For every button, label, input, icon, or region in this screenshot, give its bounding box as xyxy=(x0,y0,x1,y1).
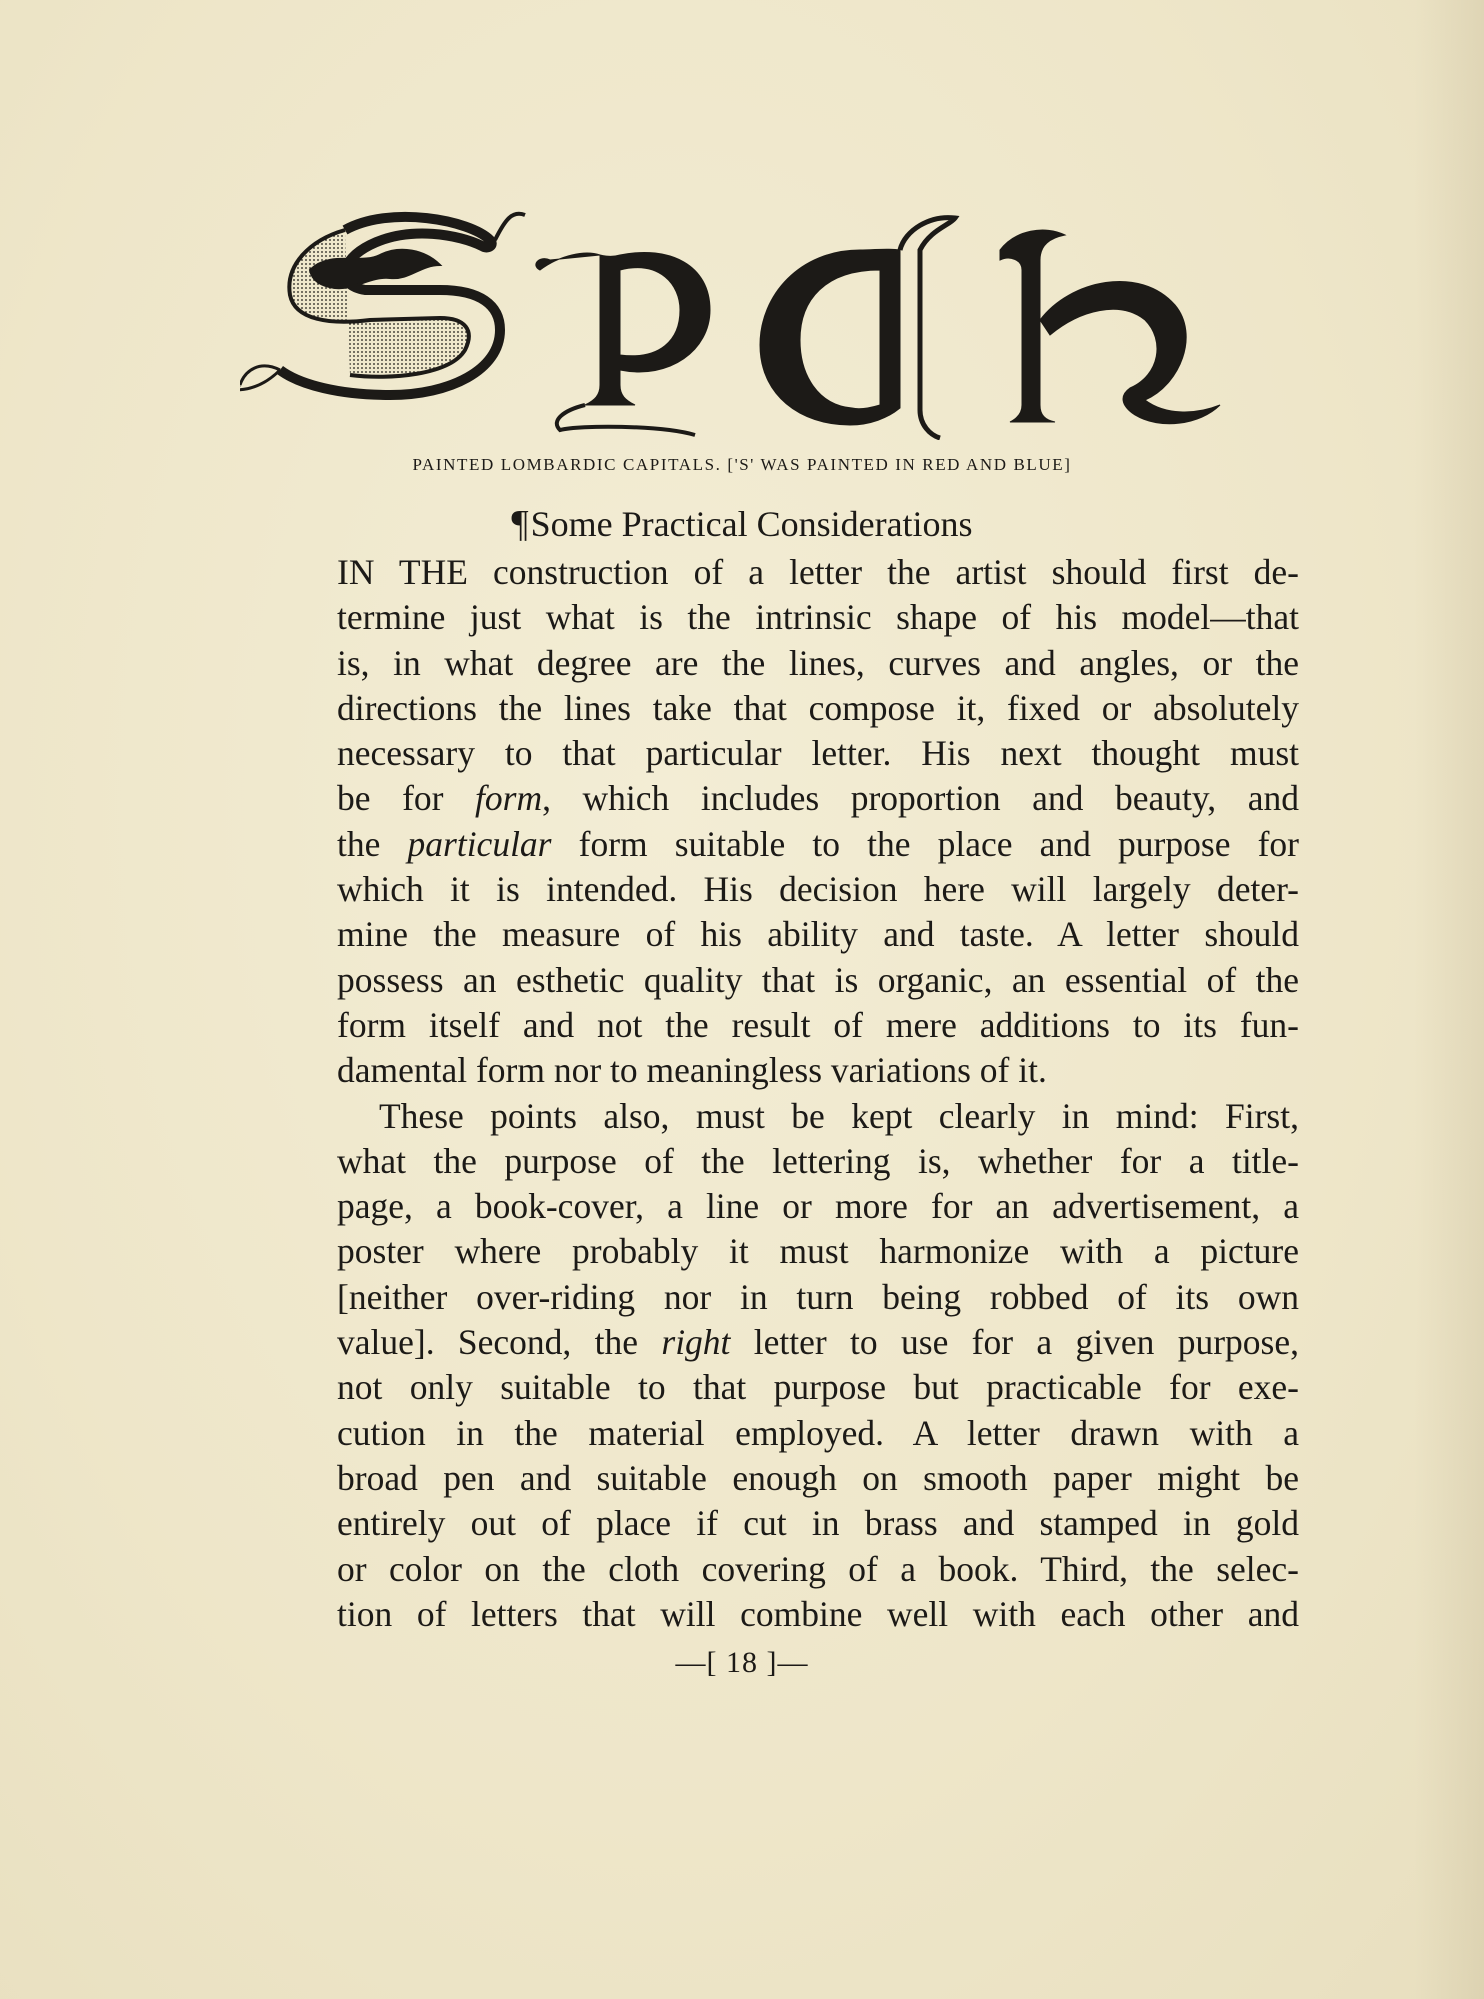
capital-q-glyph xyxy=(760,218,955,438)
capital-h-glyph xyxy=(1000,230,1220,424)
text-line: termine just what is the intrinsic shape of his model—that xyxy=(337,597,1299,638)
text-line: mine the measure of his ability and taste. A letter should xyxy=(337,914,1299,955)
capital-s-glyph xyxy=(240,214,525,395)
page-number: —[ 18 ]— xyxy=(675,1646,809,1679)
text-line: page, a book-cover, a line or more for an advertisement, a xyxy=(337,1186,1299,1227)
italic-word: form xyxy=(475,778,543,819)
body-text xyxy=(337,550,1299,1637)
text-line: IN THE construction of a letter the artist should first de- xyxy=(337,552,1299,592)
text-line: not only suitable to that purpose but practicable for exe- xyxy=(337,1367,1299,1408)
page-edge-shadow xyxy=(1414,0,1484,1999)
caption-text: PAINTED LOMBARDIC CAPITALS. ['S' WAS PAINTED IN RED AND BLUE] xyxy=(412,455,1072,474)
illustration-caption xyxy=(0,455,1484,475)
text-line: poster where probably it must harmonize with a picture xyxy=(337,1231,1299,1272)
text-line: tion of letters that will combine well with each other and xyxy=(337,1593,1299,1634)
italic-word: particular xyxy=(407,823,552,864)
text-line: [neither over-riding nor in turn being robbed of its own xyxy=(337,1276,1299,1317)
text-line: damental form nor to meaningless variations of it. xyxy=(337,1050,1047,1091)
section-title: Some Practical Considerations xyxy=(530,504,973,544)
text-line: form itself and not the result of mere additions to its fun- xyxy=(337,1004,1299,1045)
text-line: directions the lines take that compose it, fixed or absolutely xyxy=(337,687,1299,728)
pilcrow-mark: ¶ xyxy=(511,503,529,545)
text-line: or color on the cloth covering of a book. Third, the selec- xyxy=(337,1548,1299,1589)
text-line: which it is intended. His decision here will largely deter- xyxy=(337,869,1299,910)
lombardic-capitals-illustration xyxy=(240,210,1340,440)
italic-word: right xyxy=(661,1322,731,1363)
text-line: value]. Second, the right letter to use for a given purpose, xyxy=(337,1322,1299,1363)
text-line: the particular form suitable to the place and purpose for xyxy=(337,823,1299,864)
text-line: necessary to that particular letter. His next thought must xyxy=(337,733,1299,774)
text-line: is, in what degree are the lines, curves and angles, or the xyxy=(337,642,1299,683)
section-heading xyxy=(0,502,1484,546)
text-line: what the purpose of the lettering is, whether for a title- xyxy=(337,1140,1299,1181)
text-line: cution in the material employed. A letter drawn with a xyxy=(337,1412,1299,1453)
text-line: entirely out of place if cut in brass and stamped in gold xyxy=(337,1503,1299,1544)
text-line: possess an esthetic quality that is organic, an essential of the xyxy=(337,959,1299,1000)
text-line: These points also, must be kept clearly in mind: First, xyxy=(379,1095,1299,1136)
capital-p-glyph xyxy=(536,252,710,435)
text-line: broad pen and suitable enough on smooth paper might be xyxy=(337,1457,1299,1498)
text-line: be for form, which includes proportion and beauty, and xyxy=(337,778,1299,819)
